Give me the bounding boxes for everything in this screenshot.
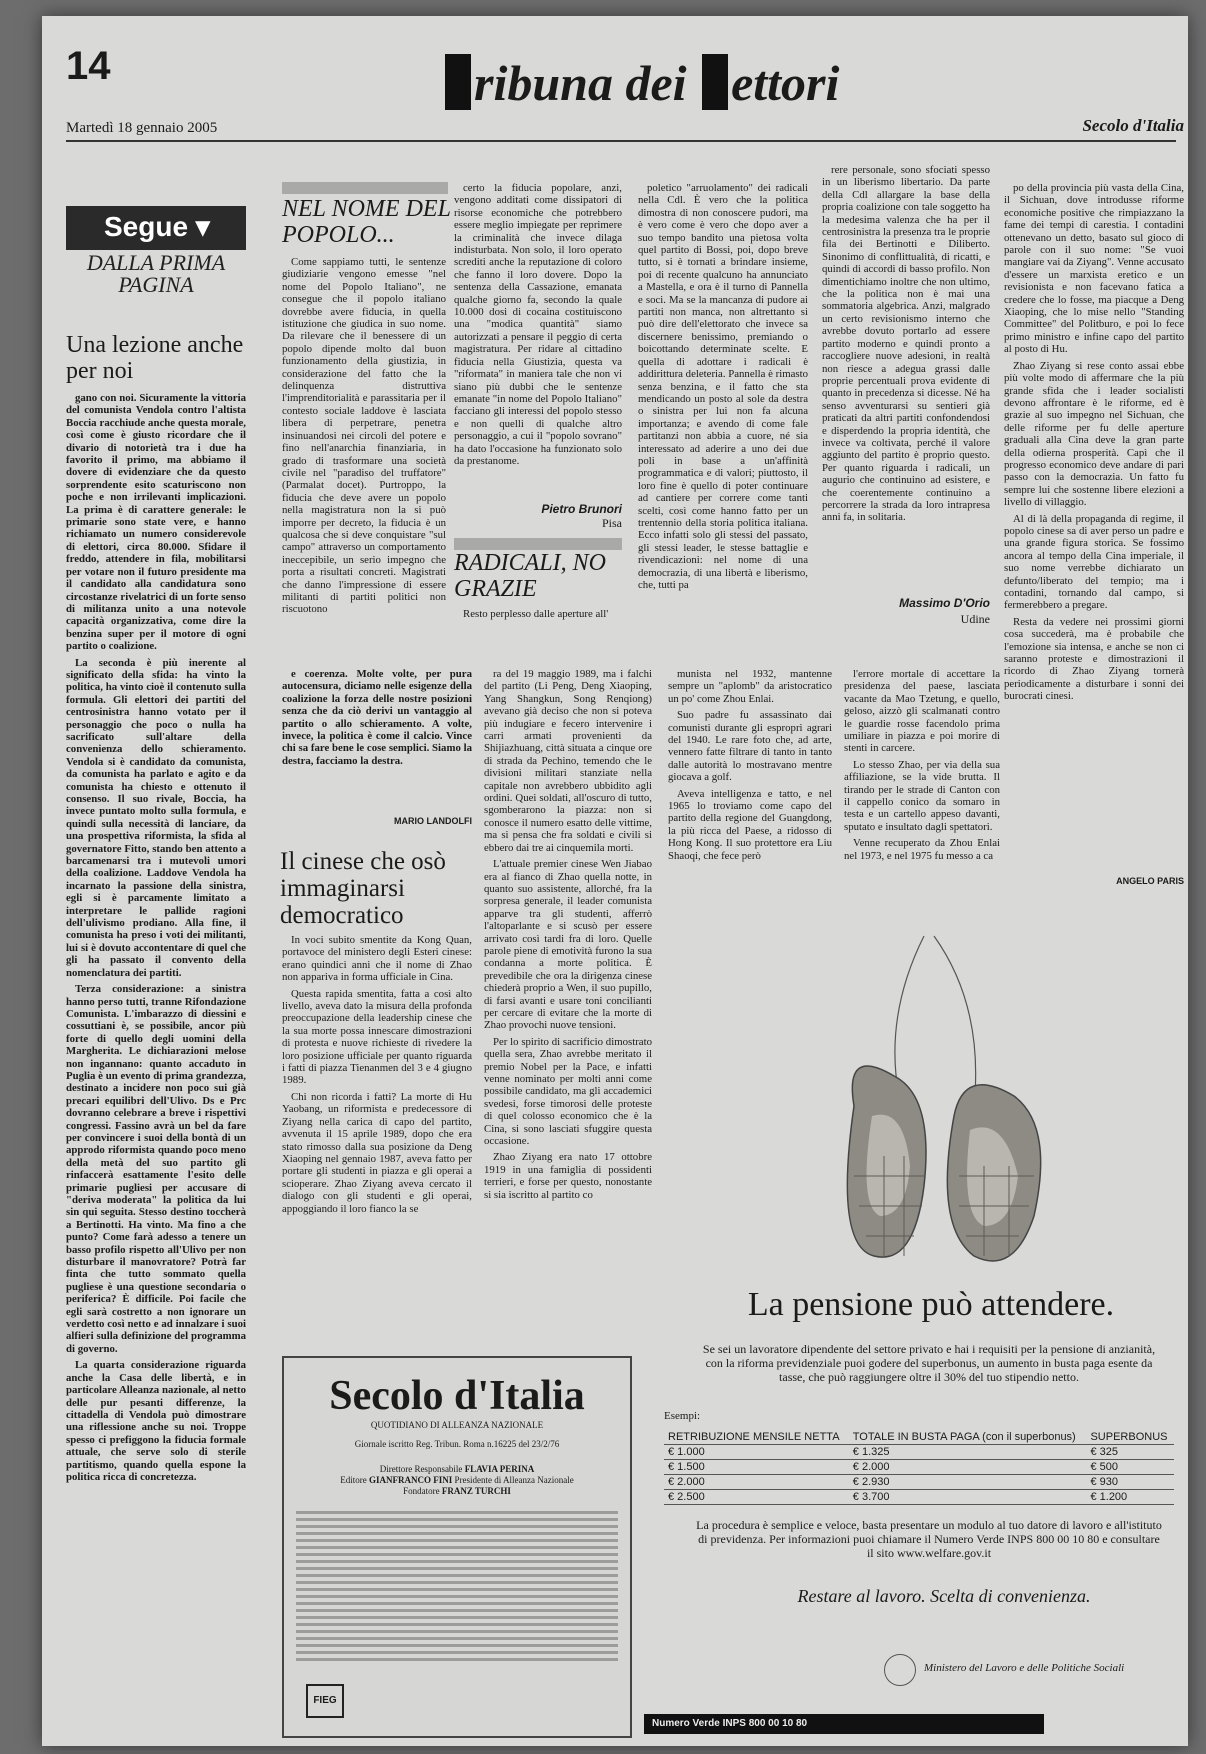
segue-banner: Segue ▾ xyxy=(66,206,246,250)
secolo-registration: Giornale iscritto Reg. Tribun. Roma n.16225 del 23/2/76 xyxy=(354,1439,560,1449)
credit-paris: ANGELO PARIS xyxy=(1116,876,1184,886)
article-cinese-col-a: In voci subito smentite da Kong Quan, portavoce del ministero degli Esteri cinese: erano quindici anni che il nome di Zhao non appariva in forma ufficiale in Cina. Questa rapida smentita, fatta a così alto livello, aveva dato la misura della profonda preoccupazione della leadership cinese che la sua morte possa innescare dimostrazioni di protesta e nuove richieste di rivedere la loro posizione ufficiale per quanto riguarda i fatti di piazza Tienanmen del 3 e 4 giugno 1989. Chi non ricorda i fatti? La morte di Hu Yaobang, un riformista e predecessore di Ziyang nella carica di capo del partito, avvenuta il 15 aprile 1989, dopo che era stato rimosso dalla sua posizione da Deng Xiaoping nel gennaio 1987, aveva fatto per portare gli studenti in piazza e gli operai a scioperare. Zhao Ziyang aveva cercato il dialogo con gli studenti e gli operai, appoggiando il loro fianco la se xyxy=(282,934,472,1215)
ad-example-label: Esempi: xyxy=(664,1410,701,1422)
ad-headline: La pensione può attendere. xyxy=(747,1286,1115,1323)
ad-ministry: Ministero del Lavoro e delle Politiche Sociali xyxy=(924,1662,1125,1674)
letter-title-radicali: RADICALI, NO GRAZIE xyxy=(454,550,606,602)
table-row: € 1.500 € 2.000 € 500 xyxy=(664,1460,1174,1475)
credit-landolfi: MARIO LANDOLFI xyxy=(394,816,472,826)
page-number: 14 xyxy=(66,44,111,88)
signature-city-pisa: Pisa xyxy=(601,516,622,530)
letter-title-bar xyxy=(282,182,448,194)
ad-info: La procedura è semplice e veloce, basta presentare un modulo al tuo datore di lavoro e all'istituto di previdenza. Per informazioni puoi chiamare il Numero Verde INPS 800 00 10 80 e consultare il sito www.welfare.gov.it xyxy=(696,1518,1162,1560)
secolo-masthead-box xyxy=(282,1356,632,1738)
letter-radicali-start: Resto perplesso dalle aperture all' xyxy=(463,608,609,620)
article-lezione-body: gano con noi. Sicuramente la vittoria del comunista Vendola contro l'altista Boccia racchiude anche questa morale, così come è giusto ricordare che il divario di notorietà tra i due ha favorito il primo, ma abbiamo il dovere di evidenziare che da questo sorprendente esito scaturiscono non poche e non irrilevanti implicazioni. La prima è di carattere generale: le primarie sono state vere, e hanno richiamato un numero considerevole di elettori, circa 80.000. Sfidare il freddo, attendere in fila, mobilitarsi per votare non il futuro presidente ma il candidato alla candidatura sono circostanze rivelatrici di un forte senso di militanza unito a una notevole capacità organizzativa, come dire la benzina super per il motore di ogni partito o coalizione. La seconda è più inerente al significato della sfida: ha vinto la politica, ha vinto cioè il contenuto sulla formula. Gli elettori dei partiti del centrosinistra hanno votato per il personaggio che poco o nulla ha sacrificato sull'altare della convenienza dello schieramento. Vendola si è candidato da comunista, da comunista ha parlato e agito e da comunista ha chiesto e ottenuto il consenso. Il suo rivale, Boccia, ha invece puntato molto sulla formula, e quindi sulla necessità di lanciare, da una prospettiva riformista, la sfida al governatore Fitto, stando ben attento a barcamenarsi tra i mutevoli umori della coalizione. Laddove Vendola ha incarnato la passione della sinistra, egli si è parcamente limitato a interpretare le pallide ragioni dell'ulivismo prodiano. Alla fine, il comunista ha preso i voti dei militanti, lui si è dovuto accontentare di quel che gli ha passato il convento della nomenclatura dei partiti. Terza considerazione: a sinistra hanno perso tutti, tranne Rifondazione Comunista. L'imbarazzo di diessini e cossuttiani è, se possibile, ancor più forte di quello degli uomini della Margherita. Le dichiarazioni melose non ingannano: quanto accaduto in Puglia è un evento di prima grandezza, destinato a incidere non poco sui già precari equilibri dell'Ulivo. Ds e Prc dovranno celebrare a breve i rispettivi congressi. Fassino avrà un bel da fare per convincere i suoi della bontà di un approdo riformista quando poco meno della metà del suo partito gli rinfaccerà esattamente l'esito delle primarie pugliesi per accusare di "deriva moderata" la politica da lui sin qui seguita. Stesso destino toccherà a Bertinotti. Ha vinto. Ma fino a che punto? Come farà adesso a tenere un basso profilo rispetto all'Ulivo per non disturbare il manovratore? Potrà far finta che tutto sommato quella pugliese è una questione secondaria o periferica? È difficile. Poi facile che egli sarà costretto a non ignorare un verdetto così netto e ad innalzare i suoi alfieri sulla definizione del programma di governo. La quarta considerazione riguarda anche la Casa delle libertà, e in particolare Alleanza nazionale, al netto delle pur pesanti differenze, la cittadella di Vendola può dimostrare una riflessione anche su noi. Troppe spesso ci prefiggono la fiducia formale attuale, che serve solo di sterile partitismo, quando quella espone la politica ricca di concretezza. xyxy=(66,392,246,1483)
lezione-ending: e coerenza. Molte volte, per pura autocensura, diciamo nelle esigenze della coalizione la forza delle nostre posizioni senza che da ciò derivi un vantaggio al partito o allo schieramento. A volte, invece, la politica è come il calcio. Vince chi sa fare bene le cose semplici. Siamo la destra, facciamo la destra. xyxy=(282,668,472,767)
pension-advertisement xyxy=(654,906,1188,1746)
table-row: € 1.000 € 1.325 € 325 xyxy=(664,1445,1174,1460)
letter-radicali-continued: rere personale, sono sfociati spesso in un liberismo libertario. Da parte della Cdl allargare la base della propria coalizione con tale soggetto ha la medesima valenza che ha per il centrosinistra la presenza tra le proprie fila dei Bertinotti e Diliberto. Sinonimo di conflittualità, di ricatti, e quindi di accordi di basso profilo. Non dimentichiamo inoltre che non ultimo, che la politica non è mai una sommatoria algebrica. Anzi, malgrado un certo revisionismo interno che avrebbe dovuto portarlo ad essere partito moderno e quindi pronto a raccogliere nuove adesioni, in realtà non riesce a adegua grassi dalle proprie percentuali prova evidente di quanto in precedenza si dicesse. Né ha senso avventurarsi su sentieri già praticati da altri partiti confondendosi e disperdendo la propria identità, che invece va coltivata, perché il valore aggiunto del partito è proprio questo. Per quanto riguarda i radicali, un augurio che continuino ad esistere, e che coerentemente continuino a percorrere la strada da loro intrapresa anni fa, in solitaria. xyxy=(822,164,990,524)
fieg-logo: FIEG xyxy=(306,1684,344,1718)
letter-radicali-body: poletico "arruolamento" dei radicali nella Cdl. È vero che la politica dimostra di non conoscere pudori, ma è vero come è vero che dopo aver a suo tempo bandito una pietosa volta quel partito di Bossi, poi, dopo breve tutto, si è tornati a brindare insieme, poi di recente qualcuno ha annunciato a Mastella, e ora è il turno di Pannella e soci. Ma se la mancanza di pudore ai partiti non manca, non altrettanto si può dire dell'elettorato che invece sa discernere benissimo, premiando o boicottando determinate scelte. E quella di adottare i radicali è addirittura deleteria. Pannella è rimasto senza benzina, e il fatto che sta mendicando un posto al sole da destra o sinistra per lui non fa alcuna importanza; e avendo di come fale partitanzi non abbia a cuore, né sia interessato ad aderire a uno dei due poli in base a un'affinità programmatica e di valori; piuttosto, il loro fine è quello di poter continuare ad cantiere per correre come tanti scelti, così come hanno fatto per un trentennio della storia politica italiana. Ecco infatti solo gli stessi del passato, gli stessi leader, le stesse battaglie e rivendicazioni: nel nome di una democrazia, di una libertà e liberismo, che, tutti pa xyxy=(638,182,808,591)
section-masthead: ribuna dei ettori xyxy=(442,54,942,112)
table-row: € 2.000 € 2.930 € 930 xyxy=(664,1475,1174,1490)
ad-superbonus-table xyxy=(664,1430,1174,1505)
secolo-director: Direttore Responsabile FLAVIA PERINA xyxy=(379,1464,535,1474)
ad-description: Se sei un lavoratore dipendente del settore privato e hai i requisiti per la pensione di anzianità, con la riforma previdenziale puoi godere del superbonus, un aumento in busta paga esente da tasse, che può raggiungere oltre il 30% del tuo stipendio netto. xyxy=(702,1342,1156,1384)
signature-dorio: Massimo D'Orio xyxy=(899,596,990,610)
republic-emblem-icon xyxy=(884,1654,916,1686)
article-cinese-col-c: munista nel 1932, mantenne sempre un "aplomb" da aristocratico un po' come Zhou Enlai. Suo padre fu assassinato dai comunisti durante gli espropri agrari del 1940. Le rare foto che, ad arte, vennero fatte filtrare di tanto in tanto dalle autorità lo mostravano mentre giocava a golf. Aveva intelligenza e tatto, e nel 1965 lo troviamo come capo del partito della regione del Guangdong, la più ricca del Paese, a ridosso di Hong Kong. Il suo protettore era Liu Shaoqi, che fece però xyxy=(668,668,832,862)
article-title-cinese: Il cinese che osò immaginarsi democratico xyxy=(280,848,446,929)
secolo-logo-name: Secolo d'Italia xyxy=(329,1373,585,1419)
article-title-lezione: Una lezione anche per noi xyxy=(66,332,244,384)
signature-brunori: Pietro Brunori xyxy=(541,502,622,516)
masthead-initial-l xyxy=(702,54,728,110)
dalla-prima-pagina: DALLA PRIMA PAGINA xyxy=(86,250,226,297)
article-cinese-col-b: ra del 19 maggio 1989, ma i falchi del partito (Li Peng, Deng Xiaoping, Yang Shangkun, Song Renqiong) avevano già deciso che non si poteva più indugiare e fecero intervenire i carri armati provenienti da Shijiazhuang, città situata a cinque ore di strada da Pechino, temendo che le divisioni militari stanziate nella capitale non avrebbero ubbidito agli ordini. Quei soldati, all'oscuro di tutto, sgomberarono la piazza: non si conosce il numero esatto delle vittime, ma si pensa che fra soldati e civili si ebbero dai tre ai cinquemila morti. L'attuale premier cinese Wen Jiabao era al fianco di Zhao quella notte, in quanto suo assistente, allorché, fra la sorpresa generale, il leader comunista apparve tra gli studenti, afferrò l'altoparlante e si scusò per essere arrivato così tardi fra di loro. Quelle parole piene di emotività furono la sua condanna a morte politica. È prevedibile che ora la dirigenza cinese chiederà proprio a Wen, il suo pupillo, di farsi avanti e usare toni concilianti per cercare di evitare che la morte di Zhao provochi nuove tensioni. Per lo spirito di sacrificio dimostrato quella sera, Zhao avrebbe meritato il premio Nobel per la Pace, e infatti venne nominato per molti anni come possibile candidato, ma gli accademici svedesi, forse timorosi delle proteste di quel colosso economico che è la Cina, si sono lasciati sfuggire questa occasione. Zhao Ziyang era nato 17 ottobre 1919 in una famiglia di possidenti terrieri, e forse per questo, nonostante si sia iscritto al partito co xyxy=(484,668,652,1201)
ad-slogan: Restare al lavoro. Scelta di convenienza. xyxy=(797,1586,1091,1606)
letter-popolo-continued: certo la fiducia popolare, anzi, vengono additati come dissipatori di risorse economiche che potrebbero essere meglio impiegate per reprimere la criminalità che invece dilaga indisturbata. Non solo, il loro operato screditi anche la reputazione di coloro che fanno il loro dovere. Dopo la sentenza della Cassazione, emanata qualche giorno fa, secondo la quale 10.000 dosi di cocaina costituiscono una "modica quantità" siamo autorizzati a pensare il peggio di certa magistratura. Per ridare al cittadino fiducia nella Giustizia, questa va "riformata" in maniera tale che non vi siano più dubbi che le sentenze emanate "in nome del Popolo Italiano" facciano gli interessi del popolo stesso e non quelli di qualche altro personaggio, a cui il "popolo sovrano" ha dato l'occasione ha funzionato solo da prestanome. xyxy=(454,182,622,467)
secolo-fine-print xyxy=(284,1511,630,1661)
table-row: € 2.500 € 3.700 € 1.200 xyxy=(664,1490,1174,1505)
letter-popolo-body: Come sappiamo tutti, le sentenze giudiziarie vengono emesse "nel nome del Popolo Italiano", ne consegue che il popolo italiano dovrebbe avere fiducia, in quella istituzione che giudica in suo nome. Da rilevare che il benessere di un popolo dipende molto dal buon funzionamento della giustizia, in considerazione del fatto che la delinquenza distruttiva l'imprenditorialità e parassitaria per il contesto sociale laddove è lasciata libera di perpetrare, penetra insinuandosi nei circoli del potere e fino nell'anarchia finanziaria, in grado di trasformare una società civile nel "paradiso del truffatore" (Parmalat docet). Purtroppo, la fiducia che deve avere un popolo nella magistratura non la si può imporre per decreto, la fiducia è un qualcosa che si deve conquistare "sul campo" attraverso un comportamento ineccepibile, un serio impegno che porta a risultati concreti. Magistrati che danno l'impressione di essere militanti di partiti politici non riscuotono xyxy=(282,256,446,616)
masthead-initial-t xyxy=(445,54,471,110)
slippers-illustration xyxy=(814,926,1074,1286)
ad-footer-bar: Numero Verde INPS 800 00 10 80 xyxy=(644,1714,1044,1734)
newspaper-page xyxy=(42,16,1188,1746)
article-cinese-right-column: po della provincia più vasta della Cina, il Sichuan, dove introdusse riforme economiche positive che rimpiazzano la fame dei tempi di carestia. I contadini ottenevano un detto, basato sul gioco di parole con il suo nome: "Se vuoi mangiare vai da Ziyang". Venne accusato d'essere un marxista eretico e un revisionista e non facevano fatica a credere che lo fosse, ma piacque a Deng Xiaoping, che lo mise nello "Standing Committee" del Politburo, e poi lo fece primo ministro e infine capo del partito al posto di Hu. Zhao Ziyang si rese conto assai ebbe più volte modo di affermare che la più grande sfida che i leader socialisti devono affrontare è le riforme, ed è grazie al suo impegno nel Sichuan, che delle riforme per fu delle aperture graduali alla Cina deve la gran parte della odierna prosperità. Capì che il progresso economico deve andare di pari passo con la democrazia. Un fatto fu sempre lui che sostenne libere elezioni a livello di villaggio. Al di là della propaganda di regime, il popolo cinese sa di aver perso un padre e una grande figura storica. Se fossimo ancora al tempo della Cina imperiale, il suo nome verrebbe dichiarato un defunto/liberato del tempio; ma i contadini, tornando dal campo, si fermerebbero a pregare. Resta da vedere nei prossimi giorni cosa succederà, ma è probabile che l'emozione sia intensa, e anche se non ci saranno proteste e dimostrazioni il ricordo di Zhao Ziyang tornerà periodicamente a disturbare i sonni dei burocrati cinesi. xyxy=(1004,182,1184,703)
signature-city-udine: Udine xyxy=(960,612,990,626)
dateline: Martedì 18 gennaio 2005 xyxy=(66,120,218,136)
table-header-row: RETRIBUZIONE MENSILE NETTA TOTALE IN BUSTA PAGA (con il superbonus) SUPERBONUS xyxy=(664,1430,1174,1445)
secolo-subtitle: QUOTIDIANO DI ALLEANZA NAZIONALE xyxy=(370,1420,544,1430)
letter-title-popolo: NEL NOME DEL POPOLO... xyxy=(282,196,451,248)
secolo-founder: Fondatore FRANZ TURCHI xyxy=(403,1486,511,1496)
article-cinese-col-d: l'errore mortale di accettare la presidenza del paese, lasciata vacante da Mao Tzetung, e quello, geloso, aizzò gli scalmanati contro le guardie rosse facendolo prima umiliare in piazza e poi morire di stenti in carcere. Lo stesso Zhao, per via della sua affiliazione, se la vide brutta. Il tirando per le strade di Canton con il cappello conico da somaro in testa e un cartello appeso davanti, sputato e insultato dagli spettatori. Venne recuperato da Zhou Enlai nel 1973, e nel 1975 fu messo a ca xyxy=(844,668,1000,862)
brand-name: Secolo d'Italia xyxy=(1082,116,1184,135)
letter-title-bar-2 xyxy=(454,538,622,550)
top-rule xyxy=(66,140,1176,142)
secolo-editor: Editore GIANFRANCO FINI Presidente di Alleanza Nazionale xyxy=(340,1475,574,1485)
